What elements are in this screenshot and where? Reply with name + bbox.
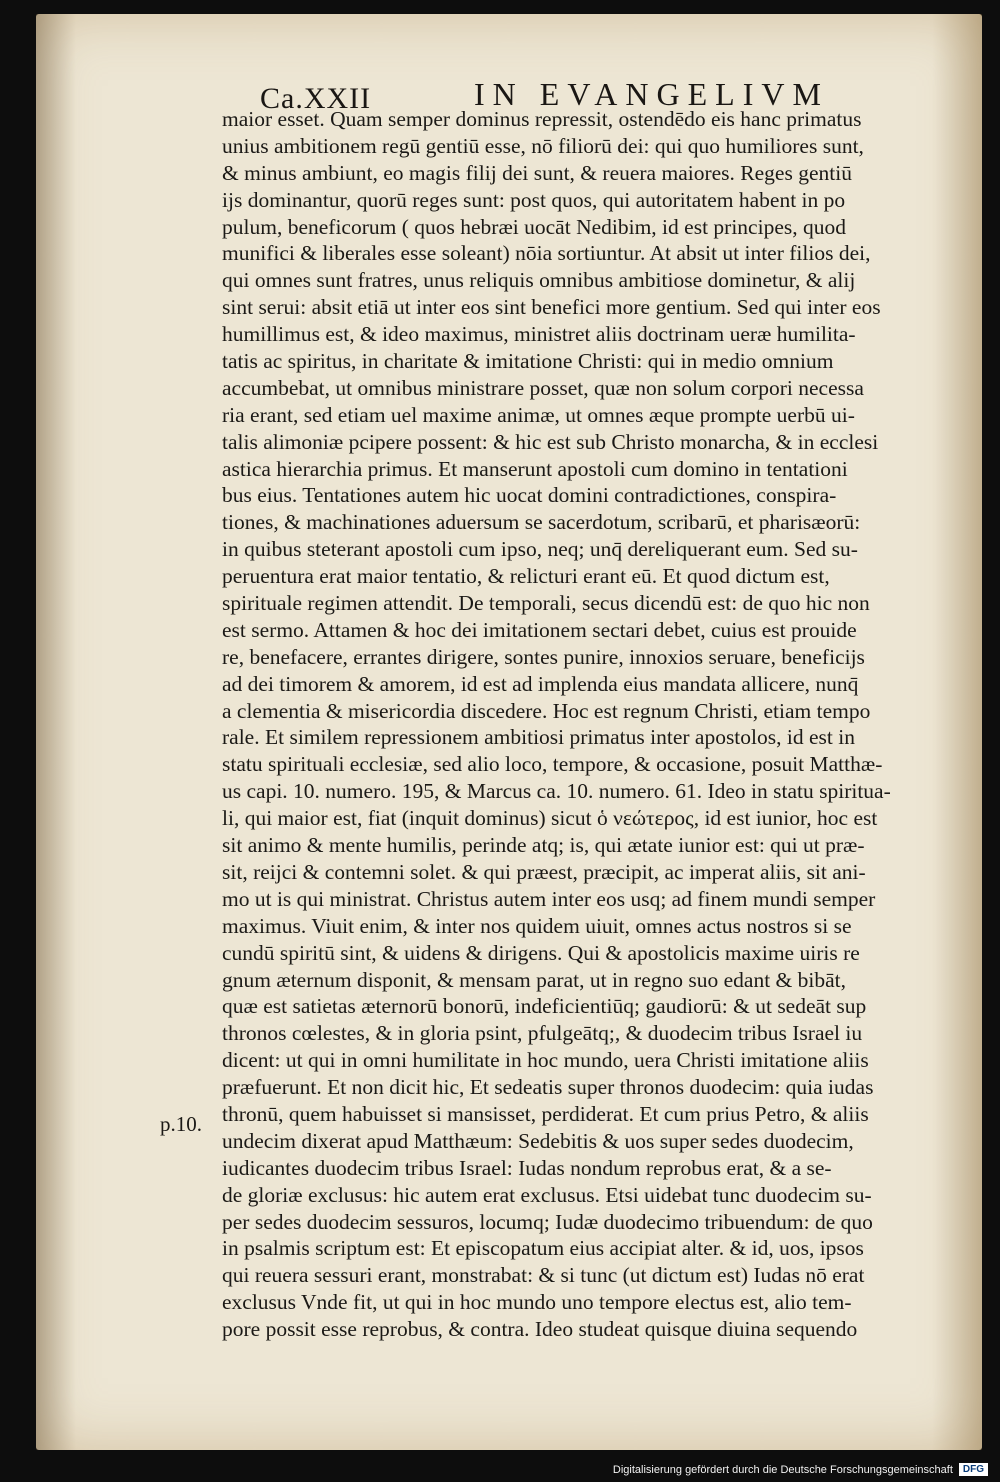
text-line: qui reuera sessuri erant, monstrabat: & si tunc (ut dictum est) Iudas nō erat: [222, 1263, 865, 1288]
text-line: tatis ac spiritus, in charitate & imitatione Christi: qui in medio omnium: [222, 349, 834, 374]
text-line: munifici & liberales esse soleant) nōia sortiuntur. At absit ut inter filios dei,: [222, 241, 871, 266]
body-text: [222, 106, 962, 1343]
text-line: undecim dixerat apud Matthæum: Sedebitis & uos super sedes duodecim,: [222, 1128, 854, 1153]
text-line: li, qui maior est, fiat (inquit dominus) sicut ὁ νεώτερος, id est iunior, hoc est: [222, 806, 878, 831]
text-line: pore possit esse reprobus, & contra. Ideo studeat quisque diuina sequendo: [222, 1317, 858, 1342]
text-line: mo ut is qui ministrat. Christus autem inter eos usq; ad finem mundi semper: [222, 886, 876, 911]
text-line: dicent: ut qui in omni humilitate in hoc mundo, uera Christi imitatione aliis: [222, 1048, 869, 1073]
text-line: thronū, quem habuisset si mansisset, perdiderat. Et cum prius Petro, & aliis: [222, 1101, 869, 1126]
text-line: sit, reijci & contemni solet. & qui præest, præcipit, ac imperat aliis, sit ani-: [222, 859, 866, 884]
dfg-logo: DFG: [959, 1463, 988, 1476]
text-line: statu spirituali ecclesiæ, sed alio loco, tempore, & occasione, posuit Matthæ-: [222, 752, 883, 777]
text-line: peruentura erat maior tentatio, & relicturi erant eū. Et quod dictum est,: [222, 564, 830, 589]
text-line: in quibus steterant apostoli cum ipso, neq; unq̄ dereliquerant eum. Sed su-: [222, 537, 858, 562]
text-line: talis alimoniæ pcipere possent: & hic est sub Christo monarcha, & in ecclesi: [222, 429, 879, 454]
text-line: & minus ambiunt, eo magis filij dei sunt, & reuera maiores. Reges gentiū: [222, 160, 852, 185]
text-line: astica hierarchia primus. Et manserunt apostoli cum domino in tentationi: [222, 456, 848, 481]
digitization-footer: [613, 1463, 988, 1476]
text-line: rale. Et similem repressionem ambitiosi primatus inter apostolos, id est in: [222, 725, 855, 750]
text-line: exclusus Vnde fit, ut qui in hoc mundo uno tempore electus est, alio tem-: [222, 1290, 852, 1315]
text-line: iudicantes duodecim tribus Israel: Iudas nondum reprobus erat, & a se-: [222, 1155, 832, 1180]
text-line: de gloriæ exclusus: hic autem erat exclusus. Etsi uidebat tunc duodecim su-: [222, 1182, 872, 1207]
text-line: cundū spiritū sint, & uidens & dirigens. Qui & apostolicis maxime uiris re: [222, 940, 860, 965]
text-line: tiones, & machinationes aduersum se sacerdotum, scribarū, et pharisæorū:: [222, 510, 861, 535]
text-line: in psalmis scriptum est: Et episcopatum eius accipiat alter. & id, uos, ipsos: [222, 1236, 864, 1261]
text-line: accumbebat, ut omnibus ministrare posset, quæ non solum corpori necessa: [222, 375, 864, 400]
text-line: humillimus est, & ideo maximus, ministret aliis doctrinam ueræ humilita-: [222, 322, 856, 347]
text-line: maximus. Viuit enim, & inter nos quidem uiuit, omnes actus nostros si se: [222, 913, 852, 938]
text-line: qui omnes sunt fratres, unus reliquis omnibus ambitiose dominetur, & alij: [222, 268, 856, 293]
text-line: maior esset. Quam semper dominus repressit, ostendēdo eis hanc primatus: [222, 107, 862, 131]
text-line: unius ambitionem regū gentiū esse, nō filiorū dei: qui quo humiliores sunt,: [222, 133, 864, 158]
text-line: thronos cœlestes, & in gloria psint, pfulgeātq;, & duodecim tribus Israel iu: [222, 1021, 863, 1046]
text-line: us capi. 10. numero. 195, & Marcus ca. 10. numero. 61. Ideo in statu spiritua-: [222, 779, 891, 804]
text-line: ria erant, sed etiam uel maxime animæ, ut omnes æque prompte uerbū ui-: [222, 402, 855, 427]
text-line: spirituale regimen attendit. De temporali, secus dicendū est: de quo hic non: [222, 591, 870, 616]
text-line: sit animo & mente humilis, perinde atq; is, qui ætate iunior est: qui ut præ-: [222, 833, 865, 858]
chapter-number: Ca.XXII: [260, 82, 372, 115]
text-line: re, benefacere, errantes dirigere, sontes punire, innoxios seruare, beneficijs: [222, 644, 865, 669]
text-line: bus eius. Tentationes autem hic uocat domini contradictiones, conspira-: [222, 483, 837, 508]
text-line: per sedes duodecim sessuros, locumq; Iudæ duodecimo tribuendum: de quo: [222, 1209, 873, 1234]
text-line: est sermo. Attamen & hoc dei imitationem sectari debet, cuius est prouide: [222, 617, 857, 642]
text-line: gnum æternum disponit, & mensam parat, ut in regno suo edant & bibāt,: [222, 967, 847, 992]
text-line: pulum, beneficorum ( quos hebræi uocāt Nedibim, id est principes, quod: [222, 214, 846, 239]
text-line: ad dei timorem & amorem, id est ad implenda eius mandata allicere, nunq̄: [222, 671, 859, 696]
text-line: quæ est satietas æternorū bonorū, indeficientiūq; gaudiorū: & ut sedeāt sup: [222, 994, 867, 1019]
text-line: ijs dominantur, quorū reges sunt: post quos, qui autoritatem habent in po: [222, 187, 846, 212]
running-title: IN EVANGELIVM: [474, 76, 829, 112]
text-line: sint serui: absit etiā ut inter eos sint benefici more gentium. Sed qui inter eos: [222, 295, 881, 320]
text-line: a clementia & misericordia discedere. Hoc est regnum Christi, etiam tempo: [222, 698, 871, 723]
footer-credit: Digitalisierung gefördert durch die Deutsche Forschungsgemeinschaft: [612, 1463, 953, 1476]
marginal-note: p.10.: [160, 1112, 202, 1136]
text-line: præfuerunt. Et non dicit hic, Et sedeatis super thronos duodecim: quia iudas: [222, 1075, 874, 1100]
